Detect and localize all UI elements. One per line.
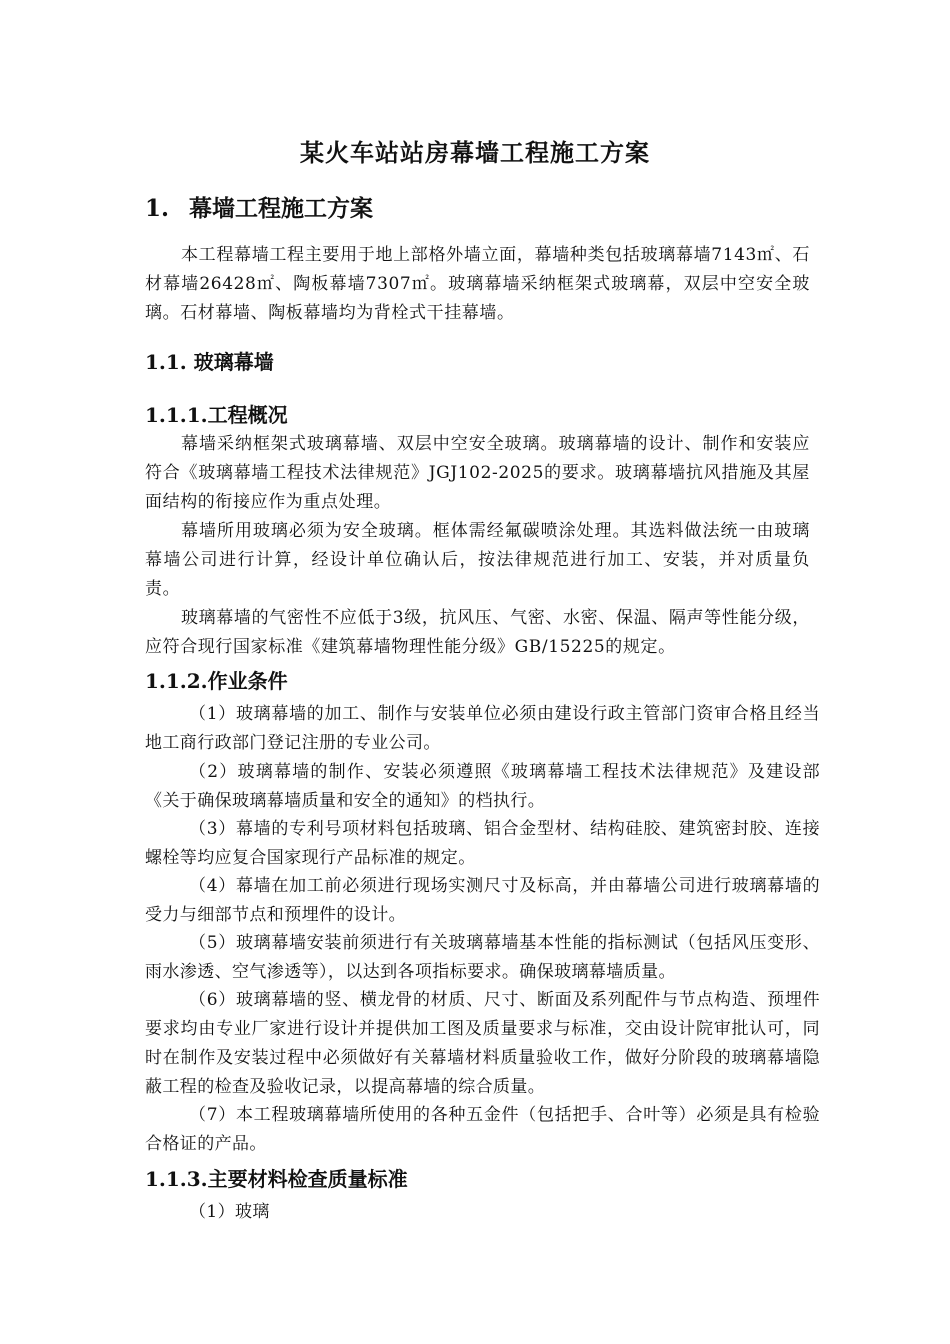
work-condition-item-5: （5）玻璃幕墙安装前须进行有关玻璃幕墙基本性能的指标测试（包括风压变形、雨水渗透、空气渗透等），以达到各项指标要求。确保玻璃幕墙质量。 xyxy=(145,933,820,982)
work-condition-item-4: （4）幕墙在加工前必须进行现场实测尺寸及标高，并由幕墙公司进行玻璃幕墙的受力与细部节点和预埋件的设计。 xyxy=(145,876,820,925)
material-item-1: （1）玻璃 xyxy=(189,1202,270,1222)
overview-paragraph-1: 幕墙采纳框架式玻璃幕墙、双层中空安全玻璃。玻璃幕墙的设计、制作和安装应符合《玻璃幕墙工程技术法律规范》JGJ102-2025的要求。玻璃幕墙抗风措施及其屋面结构的衔接应作为重点处理。 xyxy=(145,434,810,512)
work-condition-item-6: （6）玻璃幕墙的竖、横龙骨的材质、尺寸、断面及系列配件与节点构造、预埋件要求均由专业厂家进行设计并提供加工图及质量要求与标准，交由设计院审批认可，同时在制作及安装过程中必须做好有关幕墙材料质量验收工作，做好分阶段的玻璃幕墙隐蔽工程的检查及验收记录，以提高幕墙的综合质量。 xyxy=(145,990,820,1097)
overview-paragraph-2: 幕墙所用玻璃必须为安全玻璃。框体需经氟碳喷涂处理。其选料做法统一由玻璃幕墙公司进行计算，经设计单位确认后，按法律规范进行加工、安装，并对质量负责。 xyxy=(145,521,810,599)
work-condition-item-3: （3）幕墙的专利号项材料包括玻璃、铝合金型材、结构硅胶、建筑密封胶、连接螺栓等均应复合国家现行产品标准的规定。 xyxy=(145,819,820,868)
section-1-number: 1. xyxy=(145,195,170,222)
section-1-1-1-heading: 1.1.1.工程概况 xyxy=(145,403,288,427)
work-condition-item-2: （2）玻璃幕墙的制作、安装必须遵照《玻璃幕墙工程技术法律规范》及建设部《关于确保玻璃幕墙质量和安全的通知》的档执行。 xyxy=(145,762,820,811)
section-1-1-heading: 1.1. 玻璃幕墙 xyxy=(145,350,274,374)
section-1-heading xyxy=(145,190,373,223)
section-1-intro: 本工程幕墙工程主要用于地上部格外墙立面，幕墙种类包括玻璃幕墙7143㎡、石材幕墙26428㎡、陶板幕墙7307㎡。玻璃幕墙采纳框架式玻璃幕，双层中空安全玻璃。石材幕墙、陶板幕墙均为背栓式干挂幕墙。 xyxy=(145,245,810,323)
work-condition-item-1: （1）玻璃幕墙的加工、制作与安装单位必须由建设行政主管部门资审合格且经当地工商行政部门登记注册的专业公司。 xyxy=(145,704,820,753)
section-1-title: 幕墙工程施工方案 xyxy=(189,195,373,222)
section-1-1-2-heading: 1.1.2.作业条件 xyxy=(145,669,288,693)
section-1-1-3-heading: 1.1.3.主要材料检查质量标准 xyxy=(145,1167,408,1191)
work-condition-item-7: （7）本工程玻璃幕墙所使用的各种五金件（包括把手、合叶等）必须是具有检验合格证的产品。 xyxy=(145,1105,820,1154)
document-title: 某火车站站房幕墙工程施工方案 xyxy=(300,138,650,167)
overview-paragraph-3: 玻璃幕墙的气密性不应低于3级，抗风压、气密、水密、保温、隔声等性能分级，应符合现行国家标准《建筑幕墙物理性能分级》GB/15225的规定。 xyxy=(145,608,810,657)
